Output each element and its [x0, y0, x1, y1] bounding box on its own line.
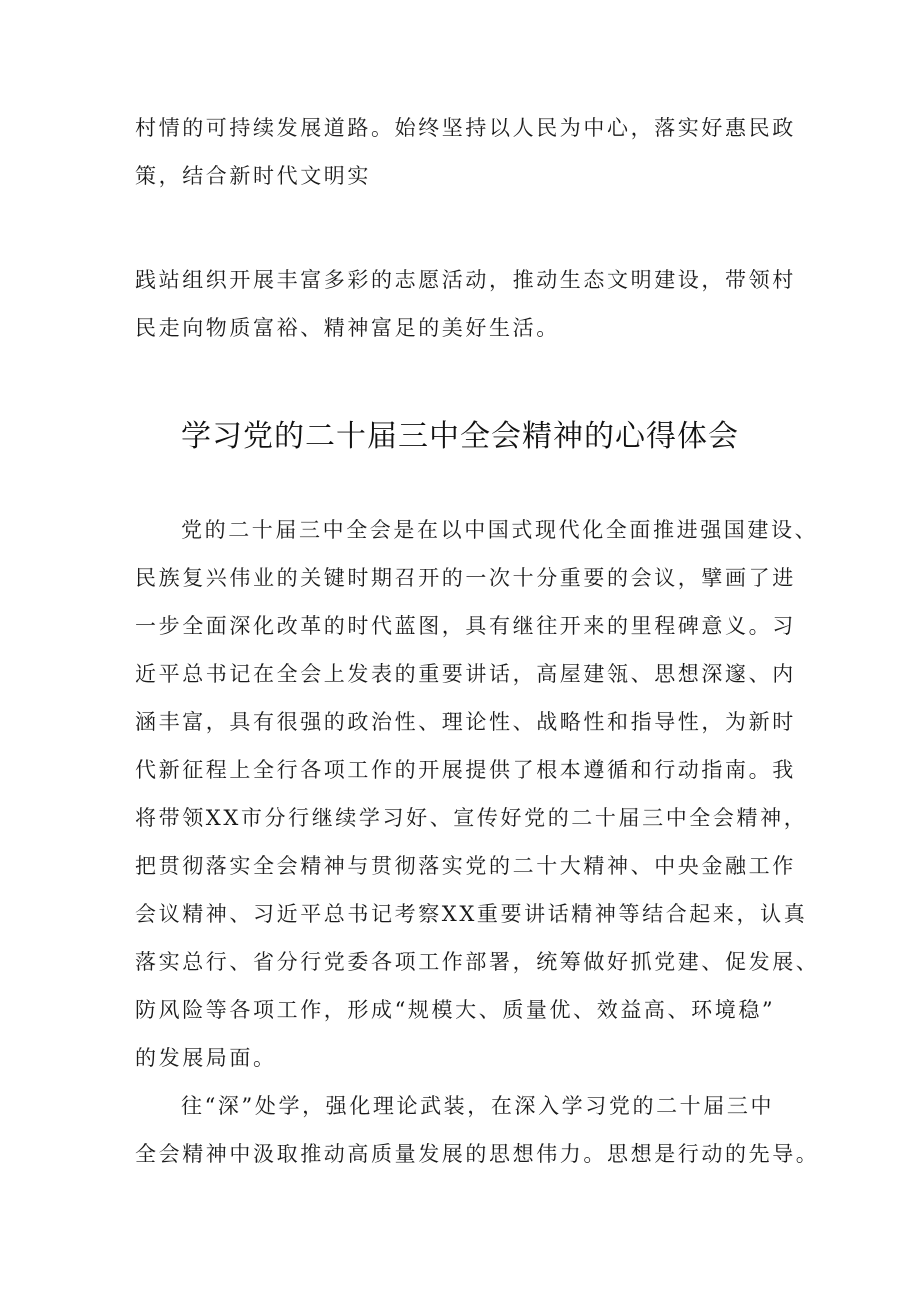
text-line: 践站组织开展丰富多彩的志愿活动，推动生态文明建设，带领村: [135, 268, 796, 292]
text-line: 会议精神、习近平总书记考察XX重要讲话精神等结合起来，认真: [135, 902, 808, 926]
intro-paragraph-1: [135, 104, 805, 200]
text-line: 落实总行、省分行党委各项工作部署，统筹做好抓党建、促发展、: [135, 950, 820, 974]
text-line: 近平总书记在全会上发表的重要讲话，高屋建瓴、思想深邃、内: [135, 662, 796, 686]
text-line: 把贯彻落实全会精神与贯彻落实党的二十大精神、中央金融工作: [135, 854, 796, 878]
text-line: 代新征程上全行各项工作的开展提供了根本遵循和行动指南。我: [135, 758, 796, 782]
text-line: 策，结合新时代文明实: [135, 164, 371, 188]
text-line: 村情的可持续发展道路。始终坚持以人民为中心，落实好惠民政: [135, 116, 796, 140]
text-line: 民族复兴伟业的关键时期召开的一次十分重要的会议，擘画了进: [135, 566, 796, 590]
text-line: 涵丰富，具有很强的政治性、理论性、战略性和指导性，为新时: [135, 710, 796, 734]
text-line: 全会精神中汲取推动高质量发展的思想伟力。思想是行动的先导。: [135, 1142, 820, 1166]
intro-paragraph-2: [135, 256, 805, 352]
text-line: 的发展局面。: [135, 1046, 277, 1070]
body-text: [135, 506, 820, 1178]
text-line: 防风险等各项工作，形成“规模大、质量优、效益高、环境稳”: [135, 998, 776, 1022]
text-line: 将带领XX市分行继续学习好、宣传好党的二十届三中全会精神，: [135, 806, 808, 830]
text-line: 往“深”处学，强化理论武装，在深入学习党的二十届三中: [181, 1094, 775, 1118]
document-title: 学习党的二十届三中全会精神的心得体会: [181, 419, 739, 454]
text-line: 民走向物质富裕、精神富足的美好生活。: [135, 316, 560, 340]
text-line: 党的二十届三中全会是在以中国式现代化全面推进强国建设、: [181, 518, 819, 542]
text-line: 一步全面深化改革的时代蓝图，具有继往开来的里程碑意义。习: [135, 614, 796, 638]
